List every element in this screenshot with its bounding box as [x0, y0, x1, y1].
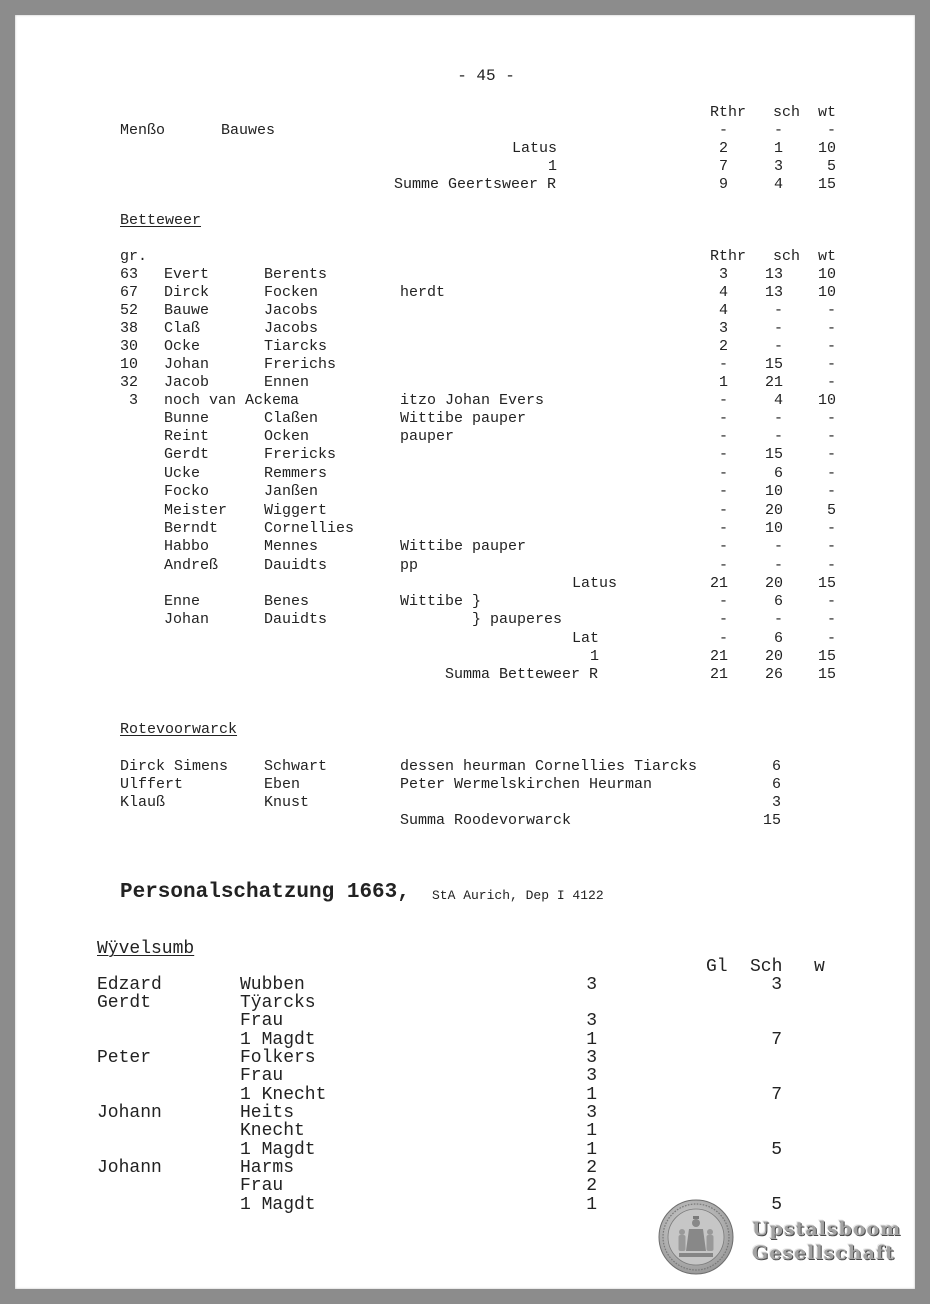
label-cell: Summa Roodevorwarck: [400, 812, 572, 829]
section-title: Wÿvelsumb: [97, 939, 195, 959]
note-cell: Wittibe pauper: [400, 538, 527, 555]
sch-cell: -: [773, 538, 783, 555]
sch-cell: 6: [773, 465, 783, 482]
rthr-cell: 3: [718, 266, 728, 283]
label-cell: Latus: [512, 140, 558, 157]
note-cell: herdt: [400, 284, 446, 301]
last-name-cell: Bauwes: [221, 122, 276, 139]
wt-header: wt: [818, 104, 837, 121]
first-name-cell: Andreß: [164, 557, 219, 574]
table-row: [0, 410, 930, 428]
rthr-header: Rthr: [710, 104, 747, 121]
last-name-cell: Janßen: [264, 483, 319, 500]
table-row: [0, 446, 930, 464]
page-number: - 45 -: [457, 67, 515, 85]
sch-cell: 15: [764, 446, 783, 463]
sch-cell: -: [773, 302, 783, 319]
last-name-cell: Tÿarcks: [240, 993, 316, 1013]
table-row: [0, 1158, 930, 1178]
rthr-header: Rthr: [710, 248, 747, 265]
label-cell: 1: [548, 158, 558, 175]
rthr-cell: -: [718, 611, 728, 628]
rthr-cell: 2: [718, 338, 728, 355]
subtotal-row: [0, 648, 930, 666]
sch-cell: 3: [773, 158, 783, 175]
table-row: [0, 266, 930, 284]
wt-cell: -: [826, 465, 836, 482]
first-name-cell: Menßo: [120, 122, 166, 139]
first-name-cell: Peter: [97, 1048, 152, 1068]
rthr-cell: 21: [709, 575, 728, 592]
wt-cell: 10: [817, 392, 836, 409]
sch-cell: 1: [773, 140, 783, 157]
last-name-cell: Frau: [240, 1066, 284, 1086]
section-title: Rotevoorwarck: [120, 721, 238, 738]
last-name-cell: Cornellies: [264, 520, 355, 537]
note-cell: Wittibe }: [400, 593, 482, 610]
rthr-cell: -: [718, 483, 728, 500]
sch-cell: 6: [773, 630, 783, 647]
w-header: w: [814, 957, 825, 977]
sch-cell: -: [773, 338, 783, 355]
first-name-cell: Berndt: [164, 520, 219, 537]
first-name-cell: noch van Ackema: [164, 392, 300, 409]
last-name-cell: Ennen: [264, 374, 310, 391]
gl-cell: 2: [586, 1158, 597, 1178]
first-name-cell: Gerdt: [97, 993, 152, 1013]
first-name-cell: Jacob: [164, 374, 210, 391]
gl-cell: 1: [586, 1085, 597, 1105]
gl-cell: 3: [586, 975, 597, 995]
rthr-cell: 21: [709, 648, 728, 665]
last-name-cell: Harms: [240, 1158, 295, 1178]
last-name-cell: Wiggert: [264, 502, 328, 519]
sch-cell: 10: [764, 483, 783, 500]
wt-cell: -: [826, 520, 836, 537]
first-name-cell: Enne: [164, 593, 201, 610]
rthr-cell: 2: [718, 140, 728, 157]
wt-cell: 10: [817, 140, 836, 157]
last-name-cell: Tiarcks: [264, 338, 328, 355]
subtotal-row: [0, 158, 930, 176]
table-row: [0, 284, 930, 302]
note-cell: } pauperes: [472, 611, 563, 628]
last-name-cell: Heits: [240, 1103, 295, 1123]
document-section-title: Personalschatzung 1663,: [120, 881, 410, 904]
first-name-cell: Gerdt: [164, 446, 210, 463]
gr-cell: 3: [128, 392, 138, 409]
table-row: [0, 502, 930, 520]
sch-header: sch: [773, 104, 801, 121]
section-title: Betteweer: [120, 212, 202, 229]
total-row: [0, 812, 930, 830]
gl-header: Gl: [706, 957, 728, 977]
last-name-cell: Frericks: [264, 446, 337, 463]
last-name-cell: Jacobs: [264, 320, 319, 337]
sch-cell: 7: [771, 1030, 782, 1050]
value-cell: 6: [771, 776, 781, 793]
table-row: [0, 538, 930, 556]
note-cell: Peter Wermelskirchen Heurman: [400, 776, 653, 793]
label-cell: Summe Geertsweer R: [394, 176, 557, 193]
first-name-cell: Ucke: [164, 465, 201, 482]
last-name-cell: Dauidts: [264, 557, 328, 574]
first-name-cell: Ocke: [164, 338, 201, 355]
archive-source: StA Aurich, Dep I 4122: [432, 888, 604, 903]
wt-cell: -: [826, 483, 836, 500]
rthr-cell: -: [718, 410, 728, 427]
label-cell: Latus: [572, 575, 618, 592]
gl-cell: 3: [586, 1011, 597, 1031]
table-row: [0, 1140, 930, 1160]
first-name-cell: Edzard: [97, 975, 162, 995]
table-row: [0, 520, 930, 538]
sch-cell: -: [773, 410, 783, 427]
last-name-cell: Ocken: [264, 428, 310, 445]
label-cell: 1: [590, 648, 600, 665]
table-row: [0, 1085, 930, 1105]
gl-cell: 1: [586, 1140, 597, 1160]
subtotal-row: [0, 575, 930, 593]
gl-cell: 3: [586, 1066, 597, 1086]
table-row: [0, 1195, 930, 1215]
wt-cell: -: [826, 446, 836, 463]
table-row: [0, 611, 930, 629]
wt-cell: 10: [817, 266, 836, 283]
wt-cell: 15: [817, 575, 836, 592]
first-name-cell: Johann: [97, 1158, 162, 1178]
wt-cell: -: [826, 320, 836, 337]
first-name-cell: Evert: [164, 266, 210, 283]
value-cell: 15: [762, 812, 781, 829]
last-name-cell: 1 Magdt: [240, 1195, 316, 1215]
table-row: [0, 758, 930, 776]
logo-wordmark-line2: Gesellschaft: [752, 1242, 895, 1264]
sch-cell: 4: [773, 176, 783, 193]
gr-cell: 52: [119, 302, 138, 319]
table-row: [0, 1103, 930, 1123]
last-name-cell: Mennes: [264, 538, 319, 555]
last-name-cell: 1 Magdt: [240, 1140, 316, 1160]
table-row: [0, 1011, 930, 1031]
first-name-cell: Klauß: [120, 794, 166, 811]
column-header-row: [0, 248, 930, 266]
first-name-cell: Johan: [164, 356, 210, 373]
rthr-cell: -: [718, 428, 728, 445]
first-name-cell: Bauwe: [164, 302, 210, 319]
gr-header: gr.: [120, 248, 148, 265]
table-row: [0, 1176, 930, 1196]
table-row: [0, 1030, 930, 1050]
seal-logo: [658, 1199, 734, 1275]
rthr-cell: -: [718, 465, 728, 482]
rthr-cell: 1: [718, 374, 728, 391]
sch-cell: -: [773, 122, 783, 139]
total-row: [0, 666, 930, 684]
table-row: [0, 302, 930, 320]
last-name-cell: Berents: [264, 266, 328, 283]
wt-cell: -: [826, 593, 836, 610]
first-name-cell: Meister: [164, 502, 228, 519]
sch-cell: 3: [771, 975, 782, 995]
label-cell: Summa Betteweer R: [445, 666, 599, 683]
table-row: [0, 122, 930, 140]
sch-cell: 20: [764, 648, 783, 665]
table-row: [0, 392, 930, 410]
table-row: [0, 356, 930, 374]
gr-cell: 30: [119, 338, 138, 355]
rthr-cell: -: [718, 392, 728, 409]
last-name-cell: Jacobs: [264, 302, 319, 319]
wt-cell: -: [826, 538, 836, 555]
gr-cell: 10: [119, 356, 138, 373]
rthr-cell: -: [718, 122, 728, 139]
gr-cell: 63: [119, 266, 138, 283]
table-row: [0, 1121, 930, 1141]
sch-cell: 20: [764, 502, 783, 519]
last-name-cell: Frau: [240, 1011, 284, 1031]
table-row: [0, 465, 930, 483]
sch-cell: -: [773, 611, 783, 628]
last-name-cell: Remmers: [264, 465, 328, 482]
rthr-cell: -: [718, 502, 728, 519]
sch-header: Sch: [750, 957, 783, 977]
first-name-cell: Johann: [97, 1103, 162, 1123]
wt-cell: 5: [826, 502, 836, 519]
wt-cell: -: [826, 630, 836, 647]
gl-cell: 1: [586, 1195, 597, 1215]
table-row: [0, 776, 930, 794]
column-header-row: [0, 957, 930, 977]
rthr-cell: -: [718, 630, 728, 647]
last-name-cell: Folkers: [240, 1048, 316, 1068]
wt-cell: 15: [817, 666, 836, 683]
sch-header: sch: [773, 248, 801, 265]
note-cell: itzo Johan Evers: [400, 392, 545, 409]
rthr-cell: 9: [718, 176, 728, 193]
last-name-cell: Knust: [264, 794, 310, 811]
first-name-cell: Johan: [164, 611, 210, 628]
table-row: [0, 557, 930, 575]
last-name-cell: 1 Knecht: [240, 1085, 327, 1105]
rthr-cell: -: [718, 593, 728, 610]
rthr-cell: 7: [718, 158, 728, 175]
sch-cell: -: [773, 428, 783, 445]
sch-cell: 20: [764, 575, 783, 592]
last-name-cell: Dauidts: [264, 611, 328, 628]
table-row: [0, 993, 930, 1013]
seal-base: [679, 1253, 713, 1257]
last-name-cell: Eben: [264, 776, 301, 793]
wt-cell: -: [826, 338, 836, 355]
sch-cell: 10: [764, 520, 783, 537]
wt-cell: -: [826, 611, 836, 628]
rthr-cell: 3: [718, 320, 728, 337]
rthr-cell: 4: [718, 284, 728, 301]
last-name-cell: Frerichs: [264, 356, 337, 373]
wt-cell: -: [826, 302, 836, 319]
wt-cell: -: [826, 557, 836, 574]
table-row: [0, 374, 930, 392]
sch-cell: 13: [764, 284, 783, 301]
last-name-cell: 1 Magdt: [240, 1030, 316, 1050]
rthr-cell: -: [718, 446, 728, 463]
wt-cell: 10: [817, 284, 836, 301]
wt-cell: -: [826, 356, 836, 373]
label-cell: Lat: [572, 630, 600, 647]
first-name-cell: Habbo: [164, 538, 210, 555]
sch-cell: 21: [764, 374, 783, 391]
rthr-cell: 21: [709, 666, 728, 683]
table-row: [0, 428, 930, 446]
column-header-row: [0, 104, 930, 122]
first-name-cell: Bunne: [164, 410, 210, 427]
last-name-cell: Schwart: [264, 758, 328, 775]
gl-cell: 3: [586, 1103, 597, 1123]
first-name-cell: Claß: [164, 320, 201, 337]
wt-cell: -: [826, 122, 836, 139]
last-name-cell: Focken: [264, 284, 319, 301]
last-name-cell: Frau: [240, 1176, 284, 1196]
wt-cell: -: [826, 428, 836, 445]
gl-cell: 1: [586, 1030, 597, 1050]
last-name-cell: Wubben: [240, 975, 305, 995]
rthr-cell: -: [718, 557, 728, 574]
table-row: [0, 794, 930, 812]
table-row: [0, 1048, 930, 1068]
value-cell: 3: [771, 794, 781, 811]
sch-cell: 4: [773, 392, 783, 409]
rthr-cell: -: [718, 538, 728, 555]
value-cell: 6: [771, 758, 781, 775]
last-name-cell: Claßen: [264, 410, 319, 427]
wt-cell: -: [826, 374, 836, 391]
last-name-cell: Knecht: [240, 1121, 305, 1141]
first-name-cell: Focko: [164, 483, 210, 500]
wt-header: wt: [818, 248, 837, 265]
subtotal-row: [0, 140, 930, 158]
wt-cell: 5: [826, 158, 836, 175]
first-name-cell: Dirck Simens: [120, 758, 229, 775]
rthr-cell: 4: [718, 302, 728, 319]
table-row: [0, 975, 930, 995]
wt-cell: -: [826, 410, 836, 427]
first-name-cell: Dirck: [164, 284, 210, 301]
sch-cell: 5: [771, 1195, 782, 1215]
last-name-cell: Benes: [264, 593, 310, 610]
table-row: [0, 483, 930, 501]
sch-cell: 6: [773, 593, 783, 610]
table-row: [0, 320, 930, 338]
gr-cell: 38: [119, 320, 138, 337]
rthr-cell: -: [718, 356, 728, 373]
gl-cell: 1: [586, 1121, 597, 1141]
logo-wordmark-line1: Upstalsboom: [752, 1218, 902, 1240]
gr-cell: 67: [119, 284, 138, 301]
rthr-cell: -: [718, 520, 728, 537]
seal-right-figure: [707, 1229, 714, 1251]
note-cell: pauper: [400, 428, 455, 445]
sch-cell: 15: [764, 356, 783, 373]
total-row: [0, 176, 930, 194]
gr-cell: 32: [119, 374, 138, 391]
first-name-cell: Ulffert: [120, 776, 184, 793]
sch-cell: 7: [771, 1085, 782, 1105]
sch-cell: -: [773, 320, 783, 337]
gl-cell: 2: [586, 1176, 597, 1196]
gl-cell: 3: [586, 1048, 597, 1068]
wt-cell: 15: [817, 648, 836, 665]
sch-cell: 13: [764, 266, 783, 283]
note-cell: Wittibe pauper: [400, 410, 527, 427]
wt-cell: 15: [817, 176, 836, 193]
note-cell: dessen heurman Cornellies Tiarcks: [400, 758, 698, 775]
note-cell: pp: [400, 557, 419, 574]
sch-cell: -: [773, 557, 783, 574]
table-row: [0, 1066, 930, 1086]
table-row: [0, 593, 930, 611]
sch-cell: 5: [771, 1140, 782, 1160]
sch-cell: 26: [764, 666, 783, 683]
first-name-cell: Reint: [164, 428, 210, 445]
seal-left-figure: [679, 1229, 686, 1251]
subtotal-row: [0, 630, 930, 648]
table-row: [0, 338, 930, 356]
